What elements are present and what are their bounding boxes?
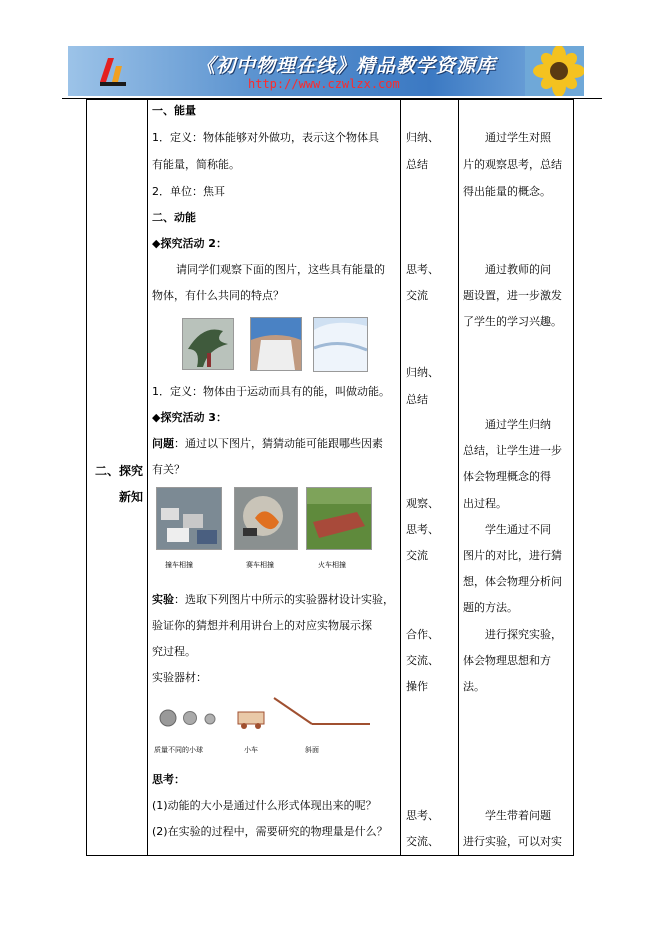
wind-image — [182, 318, 234, 370]
caption-slope: 斜面 — [305, 746, 319, 754]
method-6: 总结 — [406, 393, 428, 406]
question-label: 问题 — [152, 437, 174, 450]
method-10: 合作、 — [406, 628, 439, 641]
intent-5-line-1: 进行探究实验， — [485, 628, 562, 641]
method-8: 思考、 — [406, 523, 439, 536]
avalanche-image — [313, 317, 368, 372]
caption-balls: 质量不同的小球 — [154, 746, 203, 754]
train-crash-image — [306, 487, 372, 550]
site-title: 《初中物理在线》精品教学资源库 — [196, 55, 497, 77]
energy-definition-1: 1．定义：物体能够对外做功，表示这个物体具 — [152, 131, 379, 144]
method-14: 交流、 — [406, 835, 439, 848]
experiment-text-3: 究过程。 — [152, 645, 196, 658]
row-label-line-2: 新知 — [119, 490, 144, 504]
intent-2-line-3: 了学生的学习兴趣。 — [463, 315, 562, 328]
experiment-text-1: ：选取下列图片中所示的实验器材设计实验， — [174, 593, 394, 606]
experiment-line-1 — [152, 593, 394, 606]
caption-train-crash: 火车相撞 — [318, 561, 346, 569]
method-5: 归纳、 — [406, 366, 439, 379]
intent-6-line-1: 学生带着问题 — [485, 809, 551, 822]
row-label-line-1: 二、探究 — [95, 464, 144, 478]
intent-1-line-3: 得出能量的概念。 — [463, 185, 551, 198]
sunflower-icon — [525, 46, 584, 96]
car-crash-image — [156, 487, 222, 550]
method-cell — [401, 100, 459, 856]
caption-race-crash: 赛车相撞 — [246, 561, 274, 569]
intent-5-line-2: 体会物理思想和方 — [463, 654, 551, 667]
method-7: 观察、 — [406, 497, 439, 510]
method-12: 操作 — [406, 680, 428, 693]
experiment-text-2: 验证你的猜想并利用讲台上的对应实物展示探 — [152, 619, 372, 632]
equipment-image — [154, 696, 374, 736]
dam-image — [250, 317, 302, 371]
activity-3-title: ◆探究活动 3： — [152, 411, 227, 424]
lesson-table — [86, 99, 574, 856]
method-9: 交流 — [406, 549, 428, 562]
caption-cart: 小车 — [244, 746, 258, 754]
method-4: 交流 — [406, 289, 428, 302]
intent-2-line-1: 通过教师的问 — [485, 263, 551, 276]
intent-3-line-3: 体会物理概念的得 — [463, 470, 551, 483]
intent-4-line-1: 学生通过不同 — [485, 523, 551, 536]
logo-icon — [100, 56, 128, 86]
race-crash-image — [234, 487, 298, 550]
method-11: 交流、 — [406, 654, 439, 667]
kinetic-definition: 1．定义：物体由于运动而具有的能，叫做动能。 — [152, 385, 390, 398]
method-1: 归纳、 — [406, 131, 439, 144]
think-question-1: (1)动能的大小是通过什么形式体现出来的呢？ — [152, 799, 377, 812]
content-cell — [148, 100, 401, 856]
caption-car-crash: 撞车相撞 — [165, 561, 193, 569]
equipment-label: 实验器材： — [152, 671, 207, 684]
row-label-cell — [87, 100, 148, 856]
question-text-2: 有关？ — [152, 463, 185, 476]
intent-2-line-2: 题设置，进一步激发 — [463, 289, 562, 302]
intent-4-line-2: 图片的对比，进行猜 — [463, 549, 562, 562]
intent-3-line-2: 总结，让学生进一步 — [463, 444, 562, 457]
activity-2-question-1: 请同学们观察下面的图片，这些具有能量的 — [176, 263, 385, 276]
intent-4-line-3: 想，体会物理分析问 — [463, 575, 562, 588]
activity-3-question — [152, 437, 383, 450]
heading-kinetic: 二、动能 — [152, 211, 196, 224]
think-question-2: (2)在实验的过程中，需要研究的物理量是什么？ — [152, 825, 388, 838]
energy-definition-2: 有能量，简称能。 — [152, 158, 240, 171]
activity-2-title: ◆探究活动 2： — [152, 237, 227, 250]
think-label: 思考： — [152, 773, 185, 786]
method-3: 思考、 — [406, 263, 439, 276]
intent-1-line-1: 通过学生对照 — [485, 131, 551, 144]
intent-3-line-4: 出过程。 — [463, 497, 507, 510]
experiment-label: 实验 — [152, 593, 174, 606]
method-13: 思考、 — [406, 809, 439, 822]
heading-energy: 一、能量 — [152, 104, 196, 117]
intent-6-line-2: 进行实验，可以对实 — [463, 835, 562, 848]
row-label — [95, 458, 143, 510]
intent-3-line-1: 通过学生归纳 — [485, 418, 551, 431]
energy-unit: 2．单位：焦耳 — [152, 185, 225, 198]
method-2: 总结 — [406, 158, 428, 171]
intent-1-line-2: 片的观察思考，总结 — [463, 158, 562, 171]
header-banner — [68, 46, 584, 96]
intent-5-line-3: 法。 — [463, 680, 485, 693]
site-url[interactable]: http://www.czwlzx.com — [248, 77, 400, 91]
intent-cell — [459, 100, 574, 856]
activity-2-question-2: 物体，有什么共同的特点？ — [152, 289, 284, 302]
intent-4-line-4: 题的方法。 — [463, 601, 518, 614]
question-text-1: ：通过以下图片，猜猜动能可能跟哪些因素 — [174, 437, 383, 450]
